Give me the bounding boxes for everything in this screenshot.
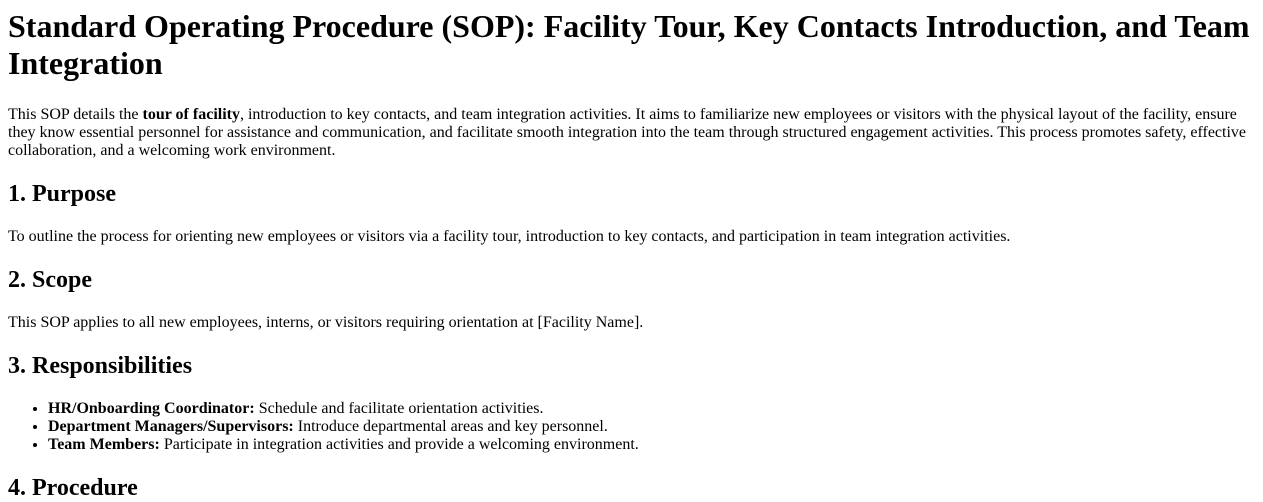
list-item bbox=[48, 400, 1255, 418]
responsibilities-list bbox=[8, 400, 1255, 454]
responsibility-text: Schedule and facilitate orientation activities. bbox=[254, 400, 544, 417]
responsibility-role: HR/Onboarding Coordinator: bbox=[48, 400, 255, 417]
list-item bbox=[48, 436, 1255, 454]
scope-text: This SOP applies to all new employees, interns, or visitors requiring orientation at [Facility Name]. bbox=[8, 314, 644, 331]
intro-text-before: This SOP details the bbox=[8, 106, 143, 123]
intro-text-after: , introduction to key contacts, and team integration activities. It aims to familiarize new employees or visitors with the physical layout of the facility, ensure they know essential personnel for assistance and communication, and facilitate smooth integration into the team through structured engagement activities. This process promotes safety, effective collaboration, and a welcoming work environment. bbox=[8, 106, 1247, 159]
sop-document bbox=[0, 8, 1263, 502]
responsibilities-heading: 3. Responsibilities bbox=[8, 353, 193, 379]
purpose-text: To outline the process for orienting new employees or visitors via a facility tour, introduction to key contacts, and participation in team integration activities. bbox=[8, 228, 1011, 245]
intro-bold-term: tour of facility bbox=[142, 106, 240, 123]
responsibility-text: Participate in integration activities and provide a welcoming environment. bbox=[159, 436, 639, 453]
responsibility-role: Department Managers/Supervisors: bbox=[48, 418, 294, 435]
procedure-heading: 4. Procedure bbox=[8, 475, 138, 501]
responsibility-role: Team Members: bbox=[48, 436, 160, 453]
responsibility-text: Introduce departmental areas and key personnel. bbox=[293, 418, 608, 435]
purpose-heading: 1. Purpose bbox=[8, 181, 116, 207]
list-item bbox=[48, 418, 1255, 436]
scope-heading: 2. Scope bbox=[8, 267, 92, 293]
intro-paragraph bbox=[8, 106, 1255, 160]
page-title: Standard Operating Procedure (SOP): Facility Tour, Key Contacts Introduction, and Team Integration bbox=[8, 8, 1250, 81]
